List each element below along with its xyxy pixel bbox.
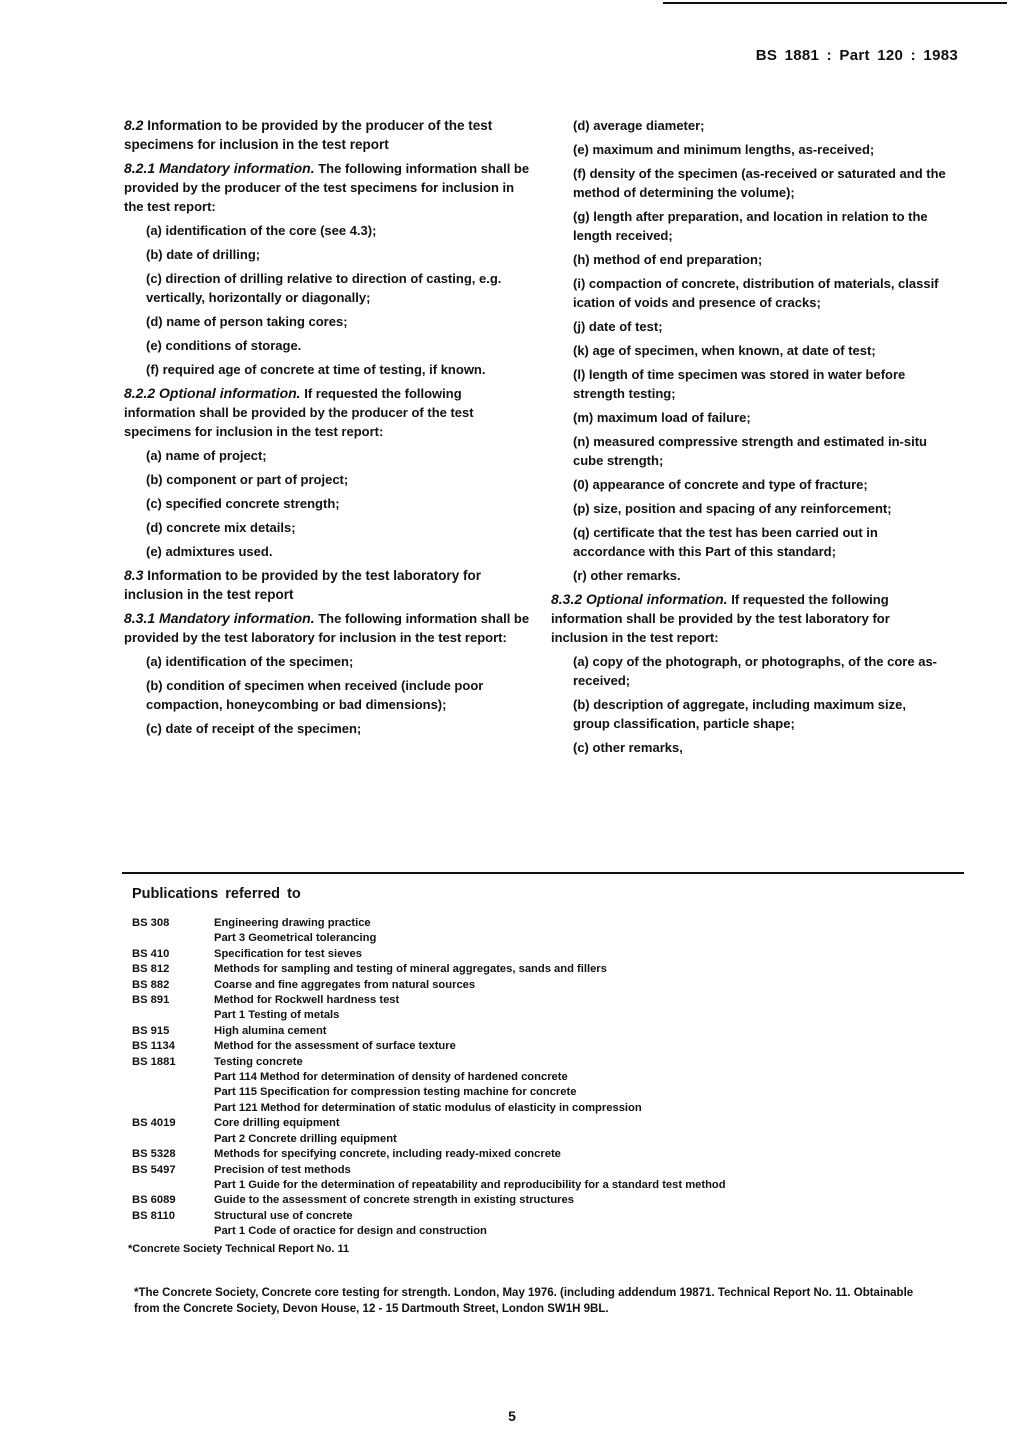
publication-title: Engineering drawing practice	[214, 917, 371, 929]
page-number: 5	[508, 1408, 516, 1424]
publication-code: BS 8110	[132, 1209, 175, 1222]
publication-title: Precision of test methods	[214, 1163, 351, 1176]
publication-code	[122, 1132, 214, 1147]
publication-row	[122, 947, 964, 962]
list-item: (c) direction of drilling relative to direction of casting, e.g. vertically, horizontally or diagonally;	[146, 271, 502, 305]
list-item: (k) age of specimen, when known, at date of test;	[573, 343, 876, 358]
publication-row	[122, 1008, 964, 1023]
list-item: (n) measured compressive strength and estimated in-situ cube strength;	[573, 434, 927, 468]
clause-8-2-heading: 8.2 Information to be provided by the producer of the test specimens for inclusion in the test report	[124, 117, 493, 152]
list-item: (a) identification of the core (see 4.3);	[146, 223, 377, 238]
list-item: (a) copy of the photograph, or photographs, of the core as-received;	[573, 654, 937, 688]
list-item: (m) maximum load of failure;	[573, 410, 751, 425]
publications-list	[122, 916, 964, 1240]
publication-row	[122, 1085, 964, 1100]
publication-title: Part 1 Guide for the determination of repeatability and reproducibility for a standard test method	[214, 1178, 726, 1191]
left-column	[124, 116, 534, 743]
clause-8-2-2: 8.2.2 Optional information. If requested the following information shall be provided by the producer of the test specimens for inclusion in the test report:	[124, 385, 474, 439]
publication-row	[122, 1147, 964, 1162]
publication-row	[122, 1132, 964, 1147]
publication-title: Methods for specifying concrete, including ready-mixed concrete	[214, 1148, 561, 1161]
list-item: (q) certificate that the test has been carried out in accordance with this Part of this standard;	[573, 525, 878, 559]
list-item: (d) concrete mix details;	[146, 520, 296, 535]
publication-code: BS 882	[132, 978, 170, 991]
list-item: (c) date of receipt of the specimen;	[146, 721, 362, 736]
publication-code: BS 308	[132, 917, 170, 929]
standard-reference: BS 1881 : Part 120 : 1983	[755, 47, 958, 64]
list-item: (e) maximum and minimum lengths, as-received;	[573, 142, 875, 157]
list-item: (b) component or part of project;	[146, 472, 349, 487]
list-item: (h) method of end preparation;	[573, 252, 763, 267]
list-item: (c) specified concrete strength;	[146, 496, 340, 511]
publication-row	[122, 1178, 964, 1193]
publication-code: BS 915	[132, 1024, 170, 1037]
publication-title: Part 114 Method for determination of density of hardened concrete	[214, 1071, 568, 1084]
publication-title: Part 1 Code of oractice for design and construction	[214, 1225, 487, 1238]
publication-row	[122, 1055, 964, 1070]
publication-row	[122, 1116, 964, 1131]
publication-code: BS 5497	[132, 1163, 176, 1176]
publication-row	[122, 931, 964, 946]
list-item: (f) density of the specimen (as-received or saturated and the method of determining the volume);	[573, 166, 946, 200]
publication-code	[122, 931, 214, 946]
publication-title: Testing concrete	[214, 1055, 303, 1068]
publication-title: Method for Rockwell hardness test	[214, 994, 400, 1007]
publication-row	[122, 993, 964, 1008]
list-item: (f) required age of concrete at time of testing, if known.	[146, 362, 486, 377]
list-item: (0) appearance of concrete and type of fracture;	[573, 477, 868, 492]
publication-code: BS 891	[132, 994, 170, 1007]
clause-8-2-1: 8.2.1 Mandatory information. The following information shall be provided by the producer of the test specimens for inclusion in the test report:	[124, 160, 530, 214]
publication-title: Core drilling equipment	[214, 1117, 340, 1130]
publication-title: Part 1 Testing of metals	[214, 1009, 340, 1022]
top-rule	[663, 2, 1007, 4]
publication-code: BS 1881	[132, 1055, 176, 1068]
publication-title: Methods for sampling and testing of mineral aggregates, sands and fillers	[214, 963, 607, 976]
publication-row	[122, 1070, 964, 1085]
clause-8-3-2: 8.3.2 Optional information. If requested the following information shall be provided by the test laboratory for inclusion in the test report:	[551, 591, 890, 645]
publication-title: Part 3 Geometrical tolerancing	[214, 932, 377, 945]
list-item: (r) other remarks.	[573, 568, 681, 583]
footnote: *The Concrete Society, Concrete core testing for strength. London, May 1976. (including addendum 19871. Technical Report No. 11. Obtainable from the Concrete Society, Devon House, 12 - 15 Dartmouth Street, London SW1H 9BL.	[134, 1287, 914, 1315]
list-item: (j) date of test;	[573, 319, 663, 334]
list-item: (e) admixtures used.	[146, 544, 273, 559]
list-item: (e) conditions of storage.	[146, 338, 302, 353]
list-item: (a) name of project;	[146, 448, 267, 463]
publication-row	[122, 1101, 964, 1116]
list-item: (g) length after preparation, and location in relation to the length received;	[573, 209, 928, 243]
list-item: (p) size, position and spacing of any reinforcement;	[573, 501, 892, 516]
publication-code: BS 410	[132, 947, 170, 960]
publication-code	[122, 1008, 214, 1023]
publication-row	[122, 1209, 964, 1224]
publication-title: Guide to the assessment of concrete strength in existing structures	[214, 1194, 574, 1207]
publications-heading: Publications referred to	[132, 886, 301, 902]
publication-code: BS 812	[132, 963, 170, 976]
publication-code: BS 4019	[132, 1117, 176, 1130]
list-item: (b) date of drilling;	[146, 247, 261, 262]
publication-title: Part 2 Concrete drilling equipment	[214, 1132, 397, 1145]
publication-row	[122, 1039, 964, 1054]
publication-title: Part 115 Specification for compression testing machine for concrete	[214, 1086, 577, 1099]
list-item: (a) identification of the specimen;	[146, 654, 354, 669]
list-item: (c) other remarks,	[573, 740, 683, 755]
clause-8-3-heading: 8.3 Information to be provided by the test laboratory for inclusion in the test report	[124, 567, 482, 602]
clause-8-3-1: 8.3.1 Mandatory information. The following information shall be provided by the test laboratory for inclusion in the test report:	[124, 610, 530, 645]
publication-title: Structural use of concrete	[214, 1209, 353, 1222]
list-item: (d) average diameter;	[573, 118, 705, 133]
publication-code	[122, 1101, 214, 1116]
publication-title: High alumina cement	[214, 1024, 327, 1037]
publication-title: Part 121 Method for determination of static modulus of elasticity in compression	[214, 1101, 642, 1114]
publication-title: Method for the assessment of surface texture	[214, 1040, 456, 1053]
publication-row	[122, 1193, 964, 1208]
publication-title: Specification for test sieves	[214, 947, 362, 960]
publications-note: *Concrete Society Technical Report No. 11	[128, 1242, 350, 1255]
right-column	[551, 116, 946, 762]
publications-rule	[122, 872, 964, 874]
publication-row	[122, 978, 964, 993]
publication-row	[122, 962, 964, 977]
publication-code: BS 1134	[132, 1040, 175, 1053]
publication-code	[122, 1085, 214, 1100]
list-item: (b) condition of specimen when received (include poor compaction, honeycombing or bad dimensions);	[146, 678, 484, 712]
publication-row	[122, 916, 964, 931]
publication-code: BS 5328	[132, 1148, 176, 1161]
list-item: (d) name of person taking cores;	[146, 314, 348, 329]
publication-code	[122, 1070, 214, 1085]
list-item: (b) description of aggregate, including maximum size, group classification, particle shape;	[573, 697, 906, 731]
publication-row	[122, 1224, 964, 1239]
publication-code	[122, 1224, 214, 1239]
publication-row	[122, 1024, 964, 1039]
publication-code	[122, 1178, 214, 1193]
publication-row	[122, 1163, 964, 1178]
list-item: (l) length of time specimen was stored in water before strength testing;	[573, 367, 906, 401]
publications-section	[122, 872, 964, 1255]
publication-code: BS 6089	[132, 1194, 176, 1207]
publication-title: Coarse and fine aggregates from natural sources	[214, 978, 476, 991]
list-item: (i) compaction of concrete, distribution of materials, classif ication of voids and presence of cracks;	[573, 276, 939, 310]
